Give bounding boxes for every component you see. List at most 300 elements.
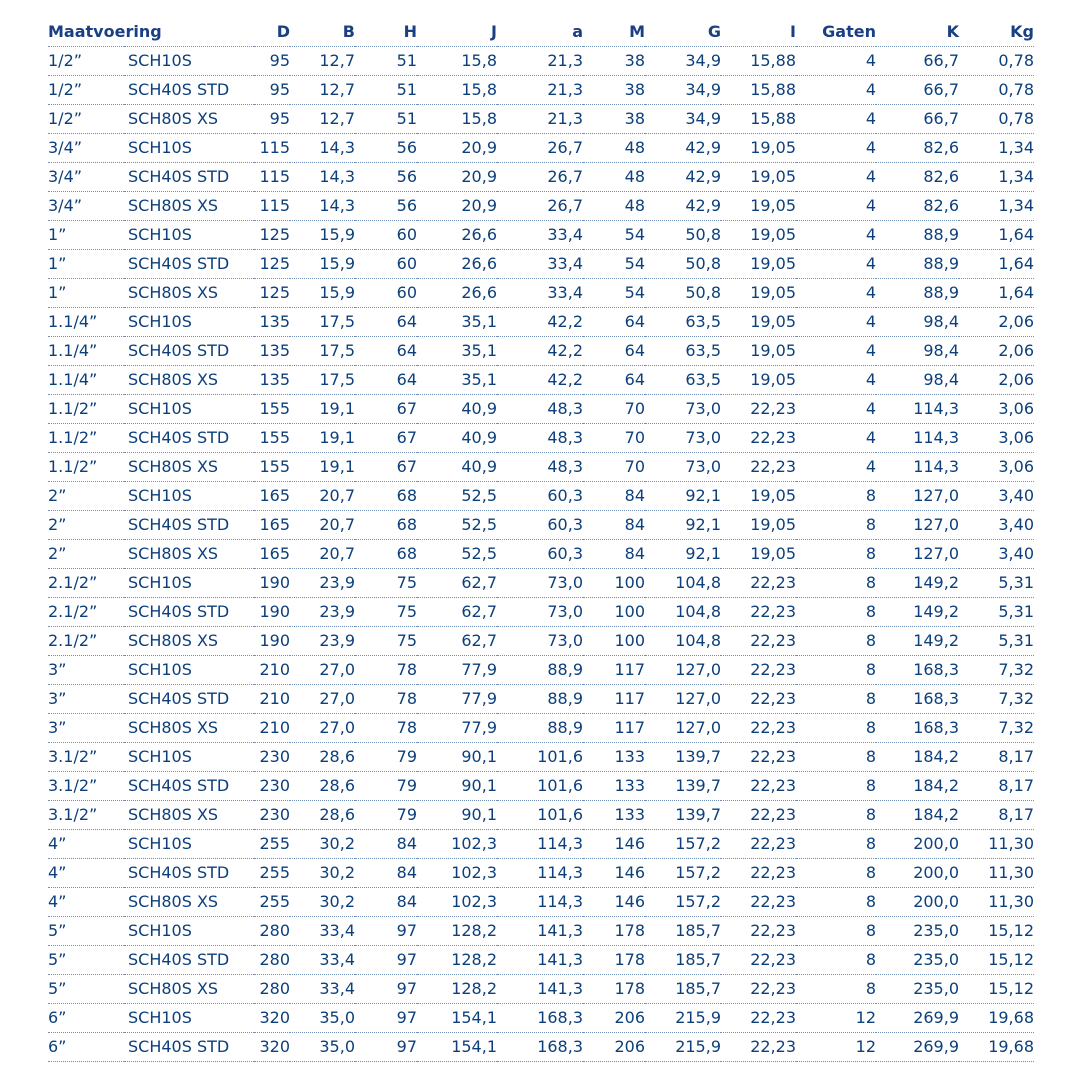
value-cell: 19,05 bbox=[721, 192, 796, 221]
value-cell: 77,9 bbox=[417, 714, 497, 743]
dimensions-table bbox=[48, 18, 1034, 1062]
column-header-a: a bbox=[497, 18, 583, 47]
value-cell: 98,4 bbox=[876, 308, 959, 337]
value-cell: 78 bbox=[355, 656, 417, 685]
size-cell: 2.1/2” bbox=[48, 569, 124, 598]
value-cell: 22,23 bbox=[721, 830, 796, 859]
value-cell: 21,3 bbox=[497, 76, 583, 105]
table-row bbox=[48, 975, 1034, 1004]
value-cell: 115 bbox=[254, 163, 290, 192]
value-cell: 8 bbox=[796, 482, 876, 511]
value-cell: 11,30 bbox=[959, 859, 1034, 888]
value-cell: 168,3 bbox=[497, 1004, 583, 1033]
schedule-cell: SCH40S STD bbox=[124, 859, 254, 888]
value-cell: 117 bbox=[583, 656, 645, 685]
value-cell: 206 bbox=[583, 1004, 645, 1033]
value-cell: 139,7 bbox=[645, 743, 721, 772]
value-cell: 52,5 bbox=[417, 511, 497, 540]
value-cell: 8 bbox=[796, 511, 876, 540]
size-cell: 1.1/2” bbox=[48, 395, 124, 424]
size-cell: 4” bbox=[48, 888, 124, 917]
value-cell: 8,17 bbox=[959, 801, 1034, 830]
value-cell: 75 bbox=[355, 569, 417, 598]
value-cell: 114,3 bbox=[876, 395, 959, 424]
value-cell: 23,9 bbox=[290, 627, 355, 656]
value-cell: 1,64 bbox=[959, 221, 1034, 250]
value-cell: 235,0 bbox=[876, 917, 959, 946]
size-cell: 1.1/4” bbox=[48, 337, 124, 366]
table-row bbox=[48, 105, 1034, 134]
table-row bbox=[48, 888, 1034, 917]
value-cell: 27,0 bbox=[290, 714, 355, 743]
column-header-j: J bbox=[417, 18, 497, 47]
value-cell: 26,7 bbox=[497, 134, 583, 163]
size-cell: 3/4” bbox=[48, 163, 124, 192]
value-cell: 50,8 bbox=[645, 279, 721, 308]
value-cell: 42,9 bbox=[645, 134, 721, 163]
value-cell: 133 bbox=[583, 743, 645, 772]
value-cell: 67 bbox=[355, 424, 417, 453]
table-row bbox=[48, 395, 1034, 424]
size-cell: 3.1/2” bbox=[48, 743, 124, 772]
value-cell: 26,6 bbox=[417, 221, 497, 250]
column-header-kg: Kg bbox=[959, 18, 1034, 47]
value-cell: 92,1 bbox=[645, 511, 721, 540]
value-cell: 190 bbox=[254, 598, 290, 627]
value-cell: 23,9 bbox=[290, 598, 355, 627]
column-header-gaten: Gaten bbox=[796, 18, 876, 47]
value-cell: 127,0 bbox=[876, 540, 959, 569]
value-cell: 34,9 bbox=[645, 76, 721, 105]
value-cell: 97 bbox=[355, 975, 417, 1004]
value-cell: 1,34 bbox=[959, 134, 1034, 163]
schedule-cell: SCH80S XS bbox=[124, 888, 254, 917]
value-cell: 21,3 bbox=[497, 105, 583, 134]
table-row bbox=[48, 76, 1034, 105]
value-cell: 320 bbox=[254, 1004, 290, 1033]
value-cell: 155 bbox=[254, 424, 290, 453]
value-cell: 8 bbox=[796, 801, 876, 830]
value-cell: 22,23 bbox=[721, 946, 796, 975]
value-cell: 127,0 bbox=[645, 685, 721, 714]
value-cell: 23,9 bbox=[290, 569, 355, 598]
value-cell: 100 bbox=[583, 627, 645, 656]
table-row bbox=[48, 859, 1034, 888]
value-cell: 88,9 bbox=[497, 656, 583, 685]
schedule-cell: SCH10S bbox=[124, 47, 254, 76]
value-cell: 27,0 bbox=[290, 656, 355, 685]
value-cell: 8 bbox=[796, 627, 876, 656]
value-cell: 19,68 bbox=[959, 1033, 1034, 1062]
value-cell: 178 bbox=[583, 975, 645, 1004]
table-row bbox=[48, 772, 1034, 801]
value-cell: 8 bbox=[796, 656, 876, 685]
value-cell: 135 bbox=[254, 308, 290, 337]
schedule-cell: SCH40S STD bbox=[124, 772, 254, 801]
size-cell: 2.1/2” bbox=[48, 598, 124, 627]
value-cell: 8,17 bbox=[959, 772, 1034, 801]
value-cell: 200,0 bbox=[876, 888, 959, 917]
value-cell: 8 bbox=[796, 859, 876, 888]
table-row bbox=[48, 656, 1034, 685]
value-cell: 33,4 bbox=[497, 221, 583, 250]
value-cell: 28,6 bbox=[290, 801, 355, 830]
size-cell: 1/2” bbox=[48, 76, 124, 105]
table-row bbox=[48, 830, 1034, 859]
column-header-k: K bbox=[876, 18, 959, 47]
value-cell: 70 bbox=[583, 453, 645, 482]
value-cell: 42,9 bbox=[645, 163, 721, 192]
value-cell: 60,3 bbox=[497, 511, 583, 540]
value-cell: 135 bbox=[254, 337, 290, 366]
value-cell: 8 bbox=[796, 772, 876, 801]
schedule-cell: SCH40S STD bbox=[124, 76, 254, 105]
table-row bbox=[48, 192, 1034, 221]
value-cell: 0,78 bbox=[959, 105, 1034, 134]
value-cell: 4 bbox=[796, 192, 876, 221]
value-cell: 3,06 bbox=[959, 453, 1034, 482]
size-cell: 1” bbox=[48, 221, 124, 250]
value-cell: 90,1 bbox=[417, 743, 497, 772]
value-cell: 62,7 bbox=[417, 627, 497, 656]
value-cell: 104,8 bbox=[645, 598, 721, 627]
value-cell: 98,4 bbox=[876, 366, 959, 395]
value-cell: 15,88 bbox=[721, 76, 796, 105]
value-cell: 62,7 bbox=[417, 569, 497, 598]
size-cell: 3.1/2” bbox=[48, 772, 124, 801]
value-cell: 19,05 bbox=[721, 308, 796, 337]
value-cell: 48,3 bbox=[497, 395, 583, 424]
value-cell: 14,3 bbox=[290, 134, 355, 163]
value-cell: 185,7 bbox=[645, 917, 721, 946]
table-row bbox=[48, 598, 1034, 627]
value-cell: 15,88 bbox=[721, 105, 796, 134]
value-cell: 165 bbox=[254, 482, 290, 511]
value-cell: 168,3 bbox=[876, 656, 959, 685]
value-cell: 22,23 bbox=[721, 598, 796, 627]
value-cell: 230 bbox=[254, 801, 290, 830]
schedule-cell: SCH80S XS bbox=[124, 279, 254, 308]
value-cell: 68 bbox=[355, 482, 417, 511]
value-cell: 95 bbox=[254, 76, 290, 105]
value-cell: 60,3 bbox=[497, 482, 583, 511]
value-cell: 146 bbox=[583, 830, 645, 859]
size-cell: 5” bbox=[48, 975, 124, 1004]
value-cell: 139,7 bbox=[645, 772, 721, 801]
value-cell: 125 bbox=[254, 250, 290, 279]
value-cell: 84 bbox=[583, 540, 645, 569]
value-cell: 20,7 bbox=[290, 511, 355, 540]
value-cell: 128,2 bbox=[417, 975, 497, 1004]
value-cell: 20,9 bbox=[417, 192, 497, 221]
value-cell: 30,2 bbox=[290, 859, 355, 888]
value-cell: 230 bbox=[254, 743, 290, 772]
value-cell: 48 bbox=[583, 134, 645, 163]
value-cell: 102,3 bbox=[417, 859, 497, 888]
value-cell: 320 bbox=[254, 1033, 290, 1062]
value-cell: 26,6 bbox=[417, 279, 497, 308]
value-cell: 2,06 bbox=[959, 308, 1034, 337]
value-cell: 3,06 bbox=[959, 424, 1034, 453]
value-cell: 82,6 bbox=[876, 134, 959, 163]
value-cell: 64 bbox=[583, 308, 645, 337]
value-cell: 4 bbox=[796, 366, 876, 395]
value-cell: 64 bbox=[355, 337, 417, 366]
column-header-m: M bbox=[583, 18, 645, 47]
value-cell: 54 bbox=[583, 279, 645, 308]
table-row bbox=[48, 221, 1034, 250]
value-cell: 3,06 bbox=[959, 395, 1034, 424]
schedule-cell: SCH10S bbox=[124, 1004, 254, 1033]
value-cell: 19,05 bbox=[721, 163, 796, 192]
value-cell: 8 bbox=[796, 830, 876, 859]
value-cell: 15,12 bbox=[959, 975, 1034, 1004]
value-cell: 210 bbox=[254, 714, 290, 743]
table-row bbox=[48, 917, 1034, 946]
value-cell: 146 bbox=[583, 888, 645, 917]
schedule-cell: SCH40S STD bbox=[124, 163, 254, 192]
value-cell: 35,1 bbox=[417, 308, 497, 337]
size-cell: 5” bbox=[48, 946, 124, 975]
value-cell: 19,05 bbox=[721, 134, 796, 163]
value-cell: 15,12 bbox=[959, 946, 1034, 975]
value-cell: 7,32 bbox=[959, 656, 1034, 685]
value-cell: 133 bbox=[583, 772, 645, 801]
value-cell: 56 bbox=[355, 134, 417, 163]
value-cell: 33,4 bbox=[290, 946, 355, 975]
value-cell: 68 bbox=[355, 511, 417, 540]
value-cell: 168,3 bbox=[497, 1033, 583, 1062]
value-cell: 48,3 bbox=[497, 424, 583, 453]
value-cell: 155 bbox=[254, 395, 290, 424]
value-cell: 8 bbox=[796, 540, 876, 569]
table-row bbox=[48, 743, 1034, 772]
table-row bbox=[48, 627, 1034, 656]
value-cell: 19,05 bbox=[721, 279, 796, 308]
value-cell: 54 bbox=[583, 250, 645, 279]
value-cell: 73,0 bbox=[645, 395, 721, 424]
value-cell: 114,3 bbox=[876, 453, 959, 482]
value-cell: 84 bbox=[355, 888, 417, 917]
value-cell: 52,5 bbox=[417, 482, 497, 511]
table-row bbox=[48, 424, 1034, 453]
value-cell: 34,9 bbox=[645, 105, 721, 134]
value-cell: 255 bbox=[254, 859, 290, 888]
table-row bbox=[48, 801, 1034, 830]
value-cell: 90,1 bbox=[417, 772, 497, 801]
value-cell: 157,2 bbox=[645, 888, 721, 917]
value-cell: 255 bbox=[254, 888, 290, 917]
value-cell: 101,6 bbox=[497, 743, 583, 772]
value-cell: 127,0 bbox=[876, 482, 959, 511]
value-cell: 97 bbox=[355, 917, 417, 946]
table-row bbox=[48, 1033, 1034, 1062]
value-cell: 101,6 bbox=[497, 801, 583, 830]
value-cell: 98,4 bbox=[876, 337, 959, 366]
value-cell: 184,2 bbox=[876, 743, 959, 772]
value-cell: 22,23 bbox=[721, 656, 796, 685]
value-cell: 8 bbox=[796, 888, 876, 917]
value-cell: 33,4 bbox=[290, 975, 355, 1004]
column-header-maatvoering: Maatvoering bbox=[48, 18, 254, 47]
table-row bbox=[48, 366, 1034, 395]
value-cell: 20,7 bbox=[290, 482, 355, 511]
value-cell: 22,23 bbox=[721, 1033, 796, 1062]
value-cell: 28,6 bbox=[290, 772, 355, 801]
schedule-cell: SCH40S STD bbox=[124, 337, 254, 366]
value-cell: 178 bbox=[583, 946, 645, 975]
value-cell: 8 bbox=[796, 946, 876, 975]
value-cell: 60,3 bbox=[497, 540, 583, 569]
size-cell: 3.1/2” bbox=[48, 801, 124, 830]
value-cell: 12,7 bbox=[290, 76, 355, 105]
value-cell: 67 bbox=[355, 453, 417, 482]
value-cell: 19,1 bbox=[290, 424, 355, 453]
value-cell: 17,5 bbox=[290, 337, 355, 366]
value-cell: 64 bbox=[355, 308, 417, 337]
value-cell: 8,17 bbox=[959, 743, 1034, 772]
value-cell: 4 bbox=[796, 76, 876, 105]
value-cell: 14,3 bbox=[290, 163, 355, 192]
value-cell: 22,23 bbox=[721, 685, 796, 714]
value-cell: 215,9 bbox=[645, 1033, 721, 1062]
value-cell: 48,3 bbox=[497, 453, 583, 482]
table-row bbox=[48, 134, 1034, 163]
value-cell: 5,31 bbox=[959, 627, 1034, 656]
value-cell: 62,7 bbox=[417, 598, 497, 627]
value-cell: 139,7 bbox=[645, 801, 721, 830]
value-cell: 42,2 bbox=[497, 366, 583, 395]
schedule-cell: SCH80S XS bbox=[124, 366, 254, 395]
value-cell: 22,23 bbox=[721, 569, 796, 598]
value-cell: 1,34 bbox=[959, 163, 1034, 192]
value-cell: 114,3 bbox=[497, 859, 583, 888]
value-cell: 210 bbox=[254, 685, 290, 714]
value-cell: 128,2 bbox=[417, 946, 497, 975]
value-cell: 26,6 bbox=[417, 250, 497, 279]
value-cell: 22,23 bbox=[721, 743, 796, 772]
value-cell: 63,5 bbox=[645, 366, 721, 395]
value-cell: 56 bbox=[355, 192, 417, 221]
value-cell: 280 bbox=[254, 946, 290, 975]
schedule-cell: SCH10S bbox=[124, 917, 254, 946]
value-cell: 40,9 bbox=[417, 453, 497, 482]
value-cell: 4 bbox=[796, 47, 876, 76]
schedule-cell: SCH80S XS bbox=[124, 975, 254, 1004]
value-cell: 235,0 bbox=[876, 975, 959, 1004]
value-cell: 42,9 bbox=[645, 192, 721, 221]
value-cell: 8 bbox=[796, 917, 876, 946]
table-row bbox=[48, 714, 1034, 743]
value-cell: 8 bbox=[796, 743, 876, 772]
value-cell: 154,1 bbox=[417, 1033, 497, 1062]
value-cell: 97 bbox=[355, 1033, 417, 1062]
value-cell: 33,4 bbox=[497, 250, 583, 279]
size-cell: 6” bbox=[48, 1004, 124, 1033]
size-cell: 1” bbox=[48, 250, 124, 279]
value-cell: 35,0 bbox=[290, 1033, 355, 1062]
size-cell: 1.1/2” bbox=[48, 424, 124, 453]
value-cell: 75 bbox=[355, 598, 417, 627]
size-cell: 1.1/4” bbox=[48, 308, 124, 337]
value-cell: 38 bbox=[583, 47, 645, 76]
schedule-cell: SCH10S bbox=[124, 656, 254, 685]
value-cell: 19,1 bbox=[290, 395, 355, 424]
value-cell: 190 bbox=[254, 569, 290, 598]
value-cell: 128,2 bbox=[417, 917, 497, 946]
size-cell: 5” bbox=[48, 917, 124, 946]
value-cell: 73,0 bbox=[497, 569, 583, 598]
value-cell: 8 bbox=[796, 569, 876, 598]
value-cell: 22,23 bbox=[721, 714, 796, 743]
value-cell: 102,3 bbox=[417, 888, 497, 917]
value-cell: 4 bbox=[796, 395, 876, 424]
table-row bbox=[48, 308, 1034, 337]
value-cell: 19,1 bbox=[290, 453, 355, 482]
value-cell: 8 bbox=[796, 598, 876, 627]
value-cell: 17,5 bbox=[290, 308, 355, 337]
value-cell: 5,31 bbox=[959, 598, 1034, 627]
value-cell: 8 bbox=[796, 685, 876, 714]
value-cell: 48 bbox=[583, 163, 645, 192]
value-cell: 100 bbox=[583, 598, 645, 627]
size-cell: 4” bbox=[48, 830, 124, 859]
value-cell: 230 bbox=[254, 772, 290, 801]
column-header-g: G bbox=[645, 18, 721, 47]
value-cell: 22,23 bbox=[721, 801, 796, 830]
value-cell: 82,6 bbox=[876, 192, 959, 221]
value-cell: 51 bbox=[355, 76, 417, 105]
value-cell: 28,6 bbox=[290, 743, 355, 772]
table-row bbox=[48, 482, 1034, 511]
value-cell: 115 bbox=[254, 192, 290, 221]
value-cell: 34,9 bbox=[645, 47, 721, 76]
value-cell: 8 bbox=[796, 714, 876, 743]
value-cell: 73,0 bbox=[497, 598, 583, 627]
value-cell: 155 bbox=[254, 453, 290, 482]
value-cell: 20,9 bbox=[417, 134, 497, 163]
value-cell: 33,4 bbox=[497, 279, 583, 308]
value-cell: 22,23 bbox=[721, 627, 796, 656]
value-cell: 4 bbox=[796, 134, 876, 163]
table-header-row bbox=[48, 18, 1034, 47]
value-cell: 66,7 bbox=[876, 76, 959, 105]
value-cell: 1,34 bbox=[959, 192, 1034, 221]
value-cell: 20,7 bbox=[290, 540, 355, 569]
value-cell: 79 bbox=[355, 772, 417, 801]
value-cell: 4 bbox=[796, 105, 876, 134]
value-cell: 133 bbox=[583, 801, 645, 830]
table-row bbox=[48, 47, 1034, 76]
column-header-h: H bbox=[355, 18, 417, 47]
schedule-cell: SCH10S bbox=[124, 134, 254, 163]
table-row bbox=[48, 511, 1034, 540]
table-row bbox=[48, 1004, 1034, 1033]
value-cell: 88,9 bbox=[497, 714, 583, 743]
value-cell: 3,40 bbox=[959, 540, 1034, 569]
schedule-cell: SCH40S STD bbox=[124, 946, 254, 975]
value-cell: 54 bbox=[583, 221, 645, 250]
value-cell: 19,05 bbox=[721, 221, 796, 250]
size-cell: 3” bbox=[48, 685, 124, 714]
value-cell: 15,9 bbox=[290, 250, 355, 279]
value-cell: 15,9 bbox=[290, 279, 355, 308]
value-cell: 30,2 bbox=[290, 888, 355, 917]
value-cell: 3,40 bbox=[959, 511, 1034, 540]
value-cell: 15,12 bbox=[959, 917, 1034, 946]
value-cell: 40,9 bbox=[417, 395, 497, 424]
value-cell: 60 bbox=[355, 279, 417, 308]
